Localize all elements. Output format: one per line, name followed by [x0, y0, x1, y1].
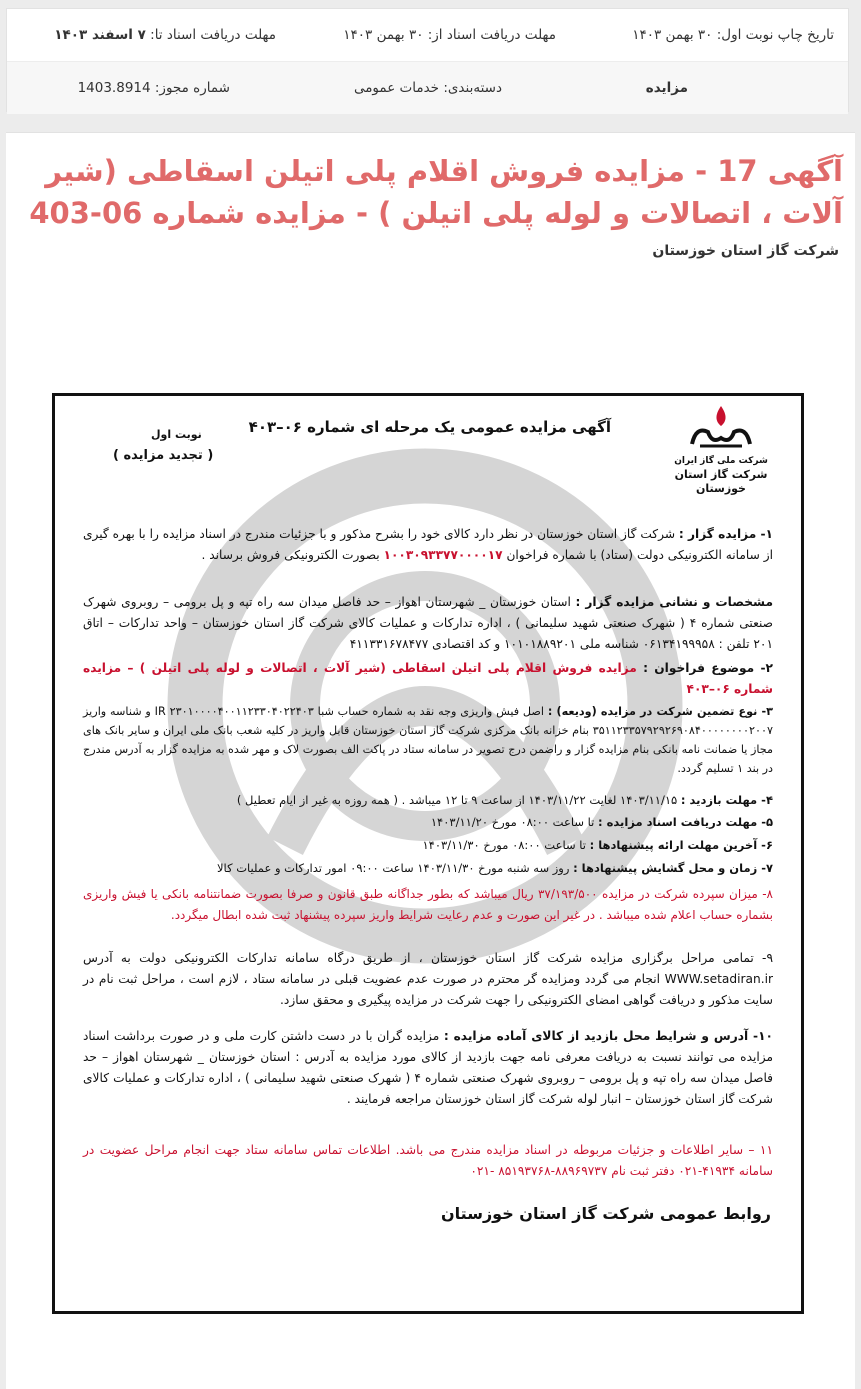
notice-item-2: ۲- موضوع فراخوان : مزایده فروش اقلام پلی اتیلن اسقاطی (شیر آلات ، اتصالات و لوله پلی اتیلن ) – مزایده شماره ۰۶–۴۰۳ — [83, 661, 773, 696]
notice-item-4: ۴- مهلت بازدید : ۱۴۰۳/۱۱/۱۵ لغایت ۱۴۰۳/۱۱/۲۲ از ساعت ۹ تا ۱۲ میباشد . ( همه روزه به غیر از ایام تعطیل ) — [236, 793, 773, 807]
category: دسته‌بندی: خدمات عمومی — [353, 80, 502, 96]
notice-item-6: ۶- آخرین مهلت ارائه پیشنهادها : تا ساعت ۰۸:۰۰ مورخ ۱۴۰۳/۱۱/۳۰ — [422, 838, 773, 852]
notice-image — [52, 393, 804, 1314]
info-row-meta — [7, 61, 848, 114]
print-date: تاریخ چاپ نوبت اول: ۳۰ بهمن ۱۴۰۳ — [632, 27, 834, 43]
notice-item-8: ۸- میزان سپرده شرکت در مزایده ۳۷/۱۹۳/۵۰۰ ریال میباشد که بطور جداگانه طبق قانون و صرفا بصورت ضمانتنامه بانکی یا فیش واریزی بشماره حساب اعلام شده میباشد . در غیر این صورت و عدم رعایت شرایط واریز سپرده پیشنهاد ثبت شده ابطال میگردد. — [83, 887, 773, 922]
notice-item-11: ۱۱ – سایر اطلاعات و جزئیات مربوطه در اسناد مزایده مندرج می باشد. اطلاعات تماس سامانه ستاد جهت انجام مراحل عضویت در سامانه ۴۱۹۳۴-۰۲۱ دفتر ثبت نام ۸۸۹۶۹۷۳۷-۸۵۱۹۳۷۶۸ -۰۲۱ — [83, 1143, 773, 1178]
notice-renewal: ( تجدید مزایده ) — [113, 448, 214, 463]
notice-round: نوبت اول — [151, 428, 202, 441]
logo-company: شرکت گاز استان خوزستان — [674, 468, 768, 495]
ad-company-link[interactable]: شرکت گاز استان خوزستان — [652, 243, 839, 259]
notice-item-1: ۱- مزایده گزار : شرکت گاز استان خوزستان در نظر دارد کالای خود را بشرح مذکور و با جزئیات مندرج در اسناد مزایده را با بهره گیری از سامانه الکترونیکی دولت (ستاد) با شماره فراخوان ۱۰۰۳۰۹۳۳۷۷۰۰۰۰۱۷ بصورت الکترونیکی فروش برساند . — [82, 527, 773, 562]
notice-item-5: ۵- مهلت دریافت اسناد مزایده : تا ساعت ۰۸:۰۰ مورخ ۱۴۰۳/۱۱/۲۰ — [430, 815, 773, 829]
receive-from: مهلت دریافت اسناد از: ۳۰ بهمن ۱۴۰۳ — [343, 27, 556, 43]
auction-info-card — [6, 8, 849, 112]
notice-heading: آگهی مزایده عمومی یک مرحله ای شماره ۰۶–۴۰۳ — [248, 418, 611, 436]
ad-title: آگهی 17 - مزایده فروش اقلام پلی اتیلن اسقاطی (شیر آلات ، اتصالات و لوله پلی اتیلن ) - مزایده شماره 06-403 — [29, 154, 843, 230]
company-logo — [671, 404, 771, 496]
gas-company-logo-icon — [686, 404, 756, 450]
notice-item-7: ۷- زمان و محل گشایش پیشنهادها : روز سه شنبه مورخ ۱۴۰۳/۱۱/۳۰ ساعت ۰۹:۰۰ امور تدارکات و عملیات کالا — [217, 861, 773, 875]
notice-item-3: ۳- نوع تضمین شرکت در مزایده (ودیعه) : اصل فیش واریزی وجه نقد به شماره حساب شبا IR ۲۳۰۱۰۰۰۰۴۰۰۱۱۲۳۳۰۴۰۲۲۴۰۳ و شناسه واریز ۳۵۱۱۲۳۳۵۷۹۲۹۲۶۹۰۸۴۰۰۰۰۰۰۰۰۲۰۰۷ بنام خزانه بانک مرکزی شرکت گاز استان خوزستان قابل واریز در کلیه شعب بانک ملی ایران و سایر بانک های مجاز یا ضمانت نامه بانکی بنام مزایده گزار و راضمن درج تصویر در سامانه ستاد در پاکت الف بصورت لاک و مهر شده به مزایده گزار به آدرس مندرج در بند ۱ تسلیم گردد. — [83, 705, 774, 775]
notice-item-9: ۹- تمامی مراحل برگزاری مزایده شرکت گاز استان خوزستان ، از طریق درگاه سامانه تدارکات الکترونیکی دولت به آدرس WWW.setadiran.ir انجام می گردد ومزایده گر محترم در صورت عدم عضویت قبلی در سامانه ستاد ، لازم است ، مراحل ثبت نام در سایت مذکور و دریافت گواهی امضای الکترونیکی را جهت شرکت در مزایده پیگیری و محقق سازد. — [83, 951, 773, 1007]
logo-caption: شرکت ملی گاز ایران — [674, 456, 768, 466]
license-number: شماره مجوز: 1403.8914 — [77, 80, 230, 96]
notice-signature: روابط عمومی شرکت گاز استان خوزستان — [441, 1204, 771, 1223]
notice-address: مشخصات و نشانی مزایده گزار : استان خوزستان _ شهرستان اهواز – حد فاصل میدان سه راه تپه و پل برومی – روبروی شهرک صنعتی شماره ۴ ( شهرک صنعتی شهید سلیمانی ) ، اداره تدارکات و عملیات کالای شرکت گاز استان خوزستان – واحد تدارکات – اتاق ۲۰۱ تلفن : ۰۶۱۳۴۱۹۹۹۵۸ شناسه ملی ۱۰۱۰۱۸۸۹۲۰۱ و کد اقتصادی ۴۱۱۳۳۱۶۷۸۴۷۷ — [83, 595, 773, 651]
ad-type: مزایده — [645, 80, 688, 96]
info-row-dates — [7, 9, 848, 61]
notice-item-10: ۱۰- آدرس و شرایط محل بازدید از کالای آماده مزایده : مزایده گران با در دست داشتن کارت ملی و در صورت برداشت اسناد مزایده می توانند نسبت به دریافت معرفی نامه جهت بازدید از کالای مورد مزایده به آدرس : استان خوزستان _ شهرستان اهواز – حد فاصل میدان سه راه تپه و پل برومی – روبروی شهرک صنعتی شماره ۴ ( شهرک صنعتی شهید سلیمانی ) ، اداره تدارکات و عملیات کالای شرکت گاز استان خوزستان – انبار لوله شرکت گاز استان خوزستان مراجعه فرمایند . — [83, 1029, 773, 1106]
receive-until: مهلت دریافت اسناد تا: ۷ اسفند ۱۴۰۳ — [54, 27, 276, 43]
